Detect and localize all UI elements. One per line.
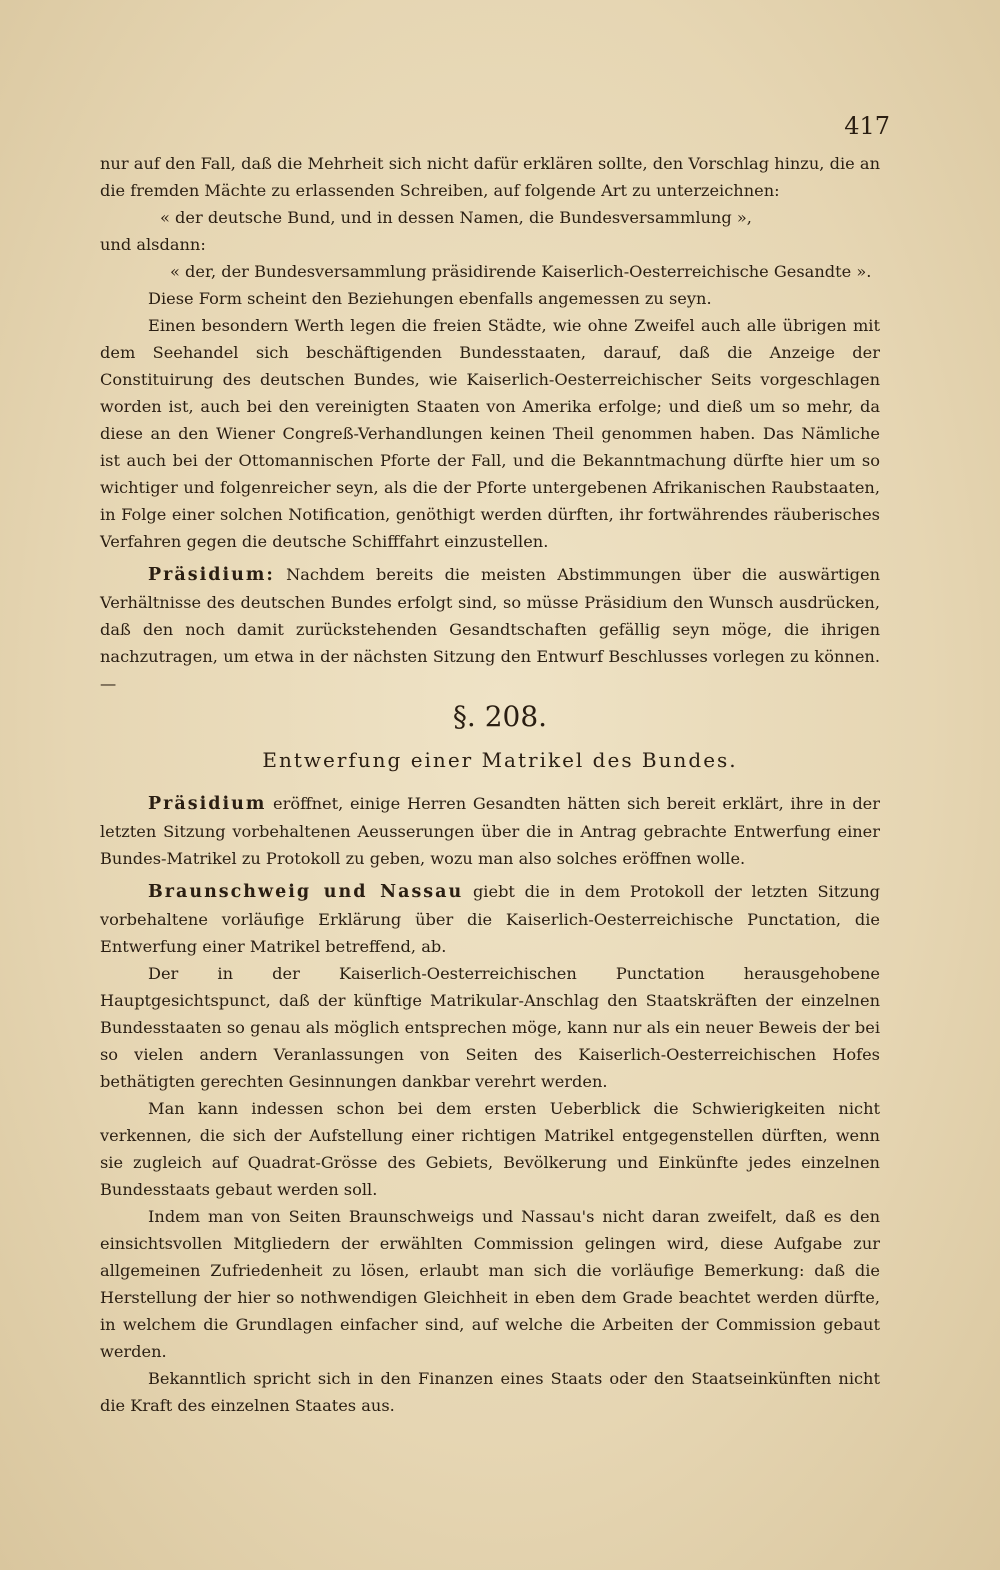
paragraph <box>100 878 880 960</box>
paragraph-text: eröffnet, einige Herren Gesandten hätten sich bereit erklärt, ihre in der letzten Sitzung vorbehaltenen Aeusserungen über die in Antrag gebrachte Entwerfung einer Bundes-Matrikel zu Protokoll zu geben, wozu man also solches eröffnen wolle. <box>100 794 880 868</box>
paragraph-text: Nachdem bereits die meisten Abstimmungen über die auswärtigen Verhältnisse des deutschen Bundes erfolgt sind, so müsse Präsidium den Wunsch ausdrücken, daß den noch damit zurückstehenden Gesandtschaften gefällig seyn möge, die ihrigen nachzutragen, um etwa in der nächsten Sitzung den Entwurf Beschlusses vorlegen zu können. — <box>100 565 880 693</box>
paragraph: Bekanntlich spricht sich in den Finanzen eines Staats oder den Staatseinkünften nicht die Kraft des einzelnen Staates aus. <box>100 1369 880 1415</box>
quotation: « der, der Bundesversammlung präsidirende Kaiserlich-Oesterreichische Gesandte ». <box>170 262 872 281</box>
paragraph-text: giebt die in dem Protokoll der letzten Sitzung vorbehaltene vorläufige Erklärung über die Kaiserlich-Oesterreichische Punctation, die Entwerfung einer Matrikel betreffend, ab. <box>100 882 880 956</box>
speaker-label: Präsidium <box>148 794 267 814</box>
paragraph: Man kann indessen schon bei dem ersten Ueberblick die Schwierigkeiten nicht verkennen, die sich der Aufstellung einer richtigen Matrikel entgegenstellen dürften, wenn sie zugleich auf Quadrat-Grösse des Gebiets, Bevölkerung und Einkünfte jedes einzelnen Bundesstaats gebaut werden soll. <box>100 1099 880 1199</box>
paragraph <box>100 790 880 872</box>
paragraph: Diese Form scheint den Beziehungen ebenfalls angemessen zu seyn. <box>148 289 712 308</box>
speaker-label: Braunschweig und Nassau <box>148 882 464 902</box>
speaker-label: Präsidium: <box>148 565 275 585</box>
paragraph: Einen besondern Werth legen die freien Städte, wie ohne Zweifel auch alle übrigen mit dem Seehandel sich beschäftigenden Bundesstaaten, darauf, daß die Anzeige der Constituirung des deutschen Bundes, wie Kaiserlich-Oesterreichischer Seits vorgeschlagen worden ist, auch bei den vereinigten Staaten von Amerika erfolge; und dieß um so mehr, da diese an den Wiener Congreß-Verhandlungen keinen Theil genommen haben. Das Nämliche ist auch bei der Ottomannischen Pforte der Fall, und die Bekanntmachung dürfte hier um so wichtiger und folgenreicher seyn, als die der Pforte untergebenen Afrikanischen Raubstaaten, in Folge einer solchen Notification, genöthigt werden dürften, ihr fortwährendes räuberisches Verfahren gegen die deutsche Schifffahrt einzustellen. <box>100 316 880 551</box>
lower-text <box>100 790 880 1419</box>
paragraph <box>100 561 880 697</box>
section-title: Entwerfung einer Matrikel des Bundes. <box>262 748 738 772</box>
paragraph: Indem man von Seiten Braunschweigs und Nassau's nicht daran zweifelt, daß es den einsichtsvollen Mitgliedern der erwählten Commission gelingen wird, diese Aufgabe zur allgemeinen Zufriedenheit zu lösen, erlaubt man sich die vorläufige Bemerkung: daß die Herstellung der hier so nothwendigen Gleichheit in eben dem Grade beachtet werden dürfte, in welchem die Grundlagen einfacher sind, auf welche die Arbeiten der Commission gebaut werden. <box>100 1207 880 1361</box>
paragraph: nur auf den Fall, daß die Mehrheit sich nicht dafür erklären sollte, den Vorschlag hinzu, die an die fremden Mächte zu erlassenden Schreiben, auf folgende Art zu unterzeichnen: <box>100 154 880 200</box>
section-number: §. 208. <box>452 700 548 733</box>
paragraph: Der in der Kaiserlich-Oesterreichischen Punctation herausgehobene Hauptgesichtspunct, daß der künftige Matrikular-Anschlag den Staatskräften der einzelnen Bundesstaaten so genau als möglich entsprechen möge, kann nur als ein neuer Beweis der bei so vielen andern Veranlassungen von Seiten des Kaiserlich-Oesterreichischen Hofes bethätigten gerechten Gesinnungen dankbar verehrt werden. <box>100 964 880 1091</box>
upper-text <box>100 150 880 697</box>
quotation: « der deutsche Bund, und in dessen Namen, die Bundesversammlung », <box>160 208 752 227</box>
page-number: 417 <box>844 112 890 140</box>
paragraph: und alsdann: <box>100 235 206 254</box>
